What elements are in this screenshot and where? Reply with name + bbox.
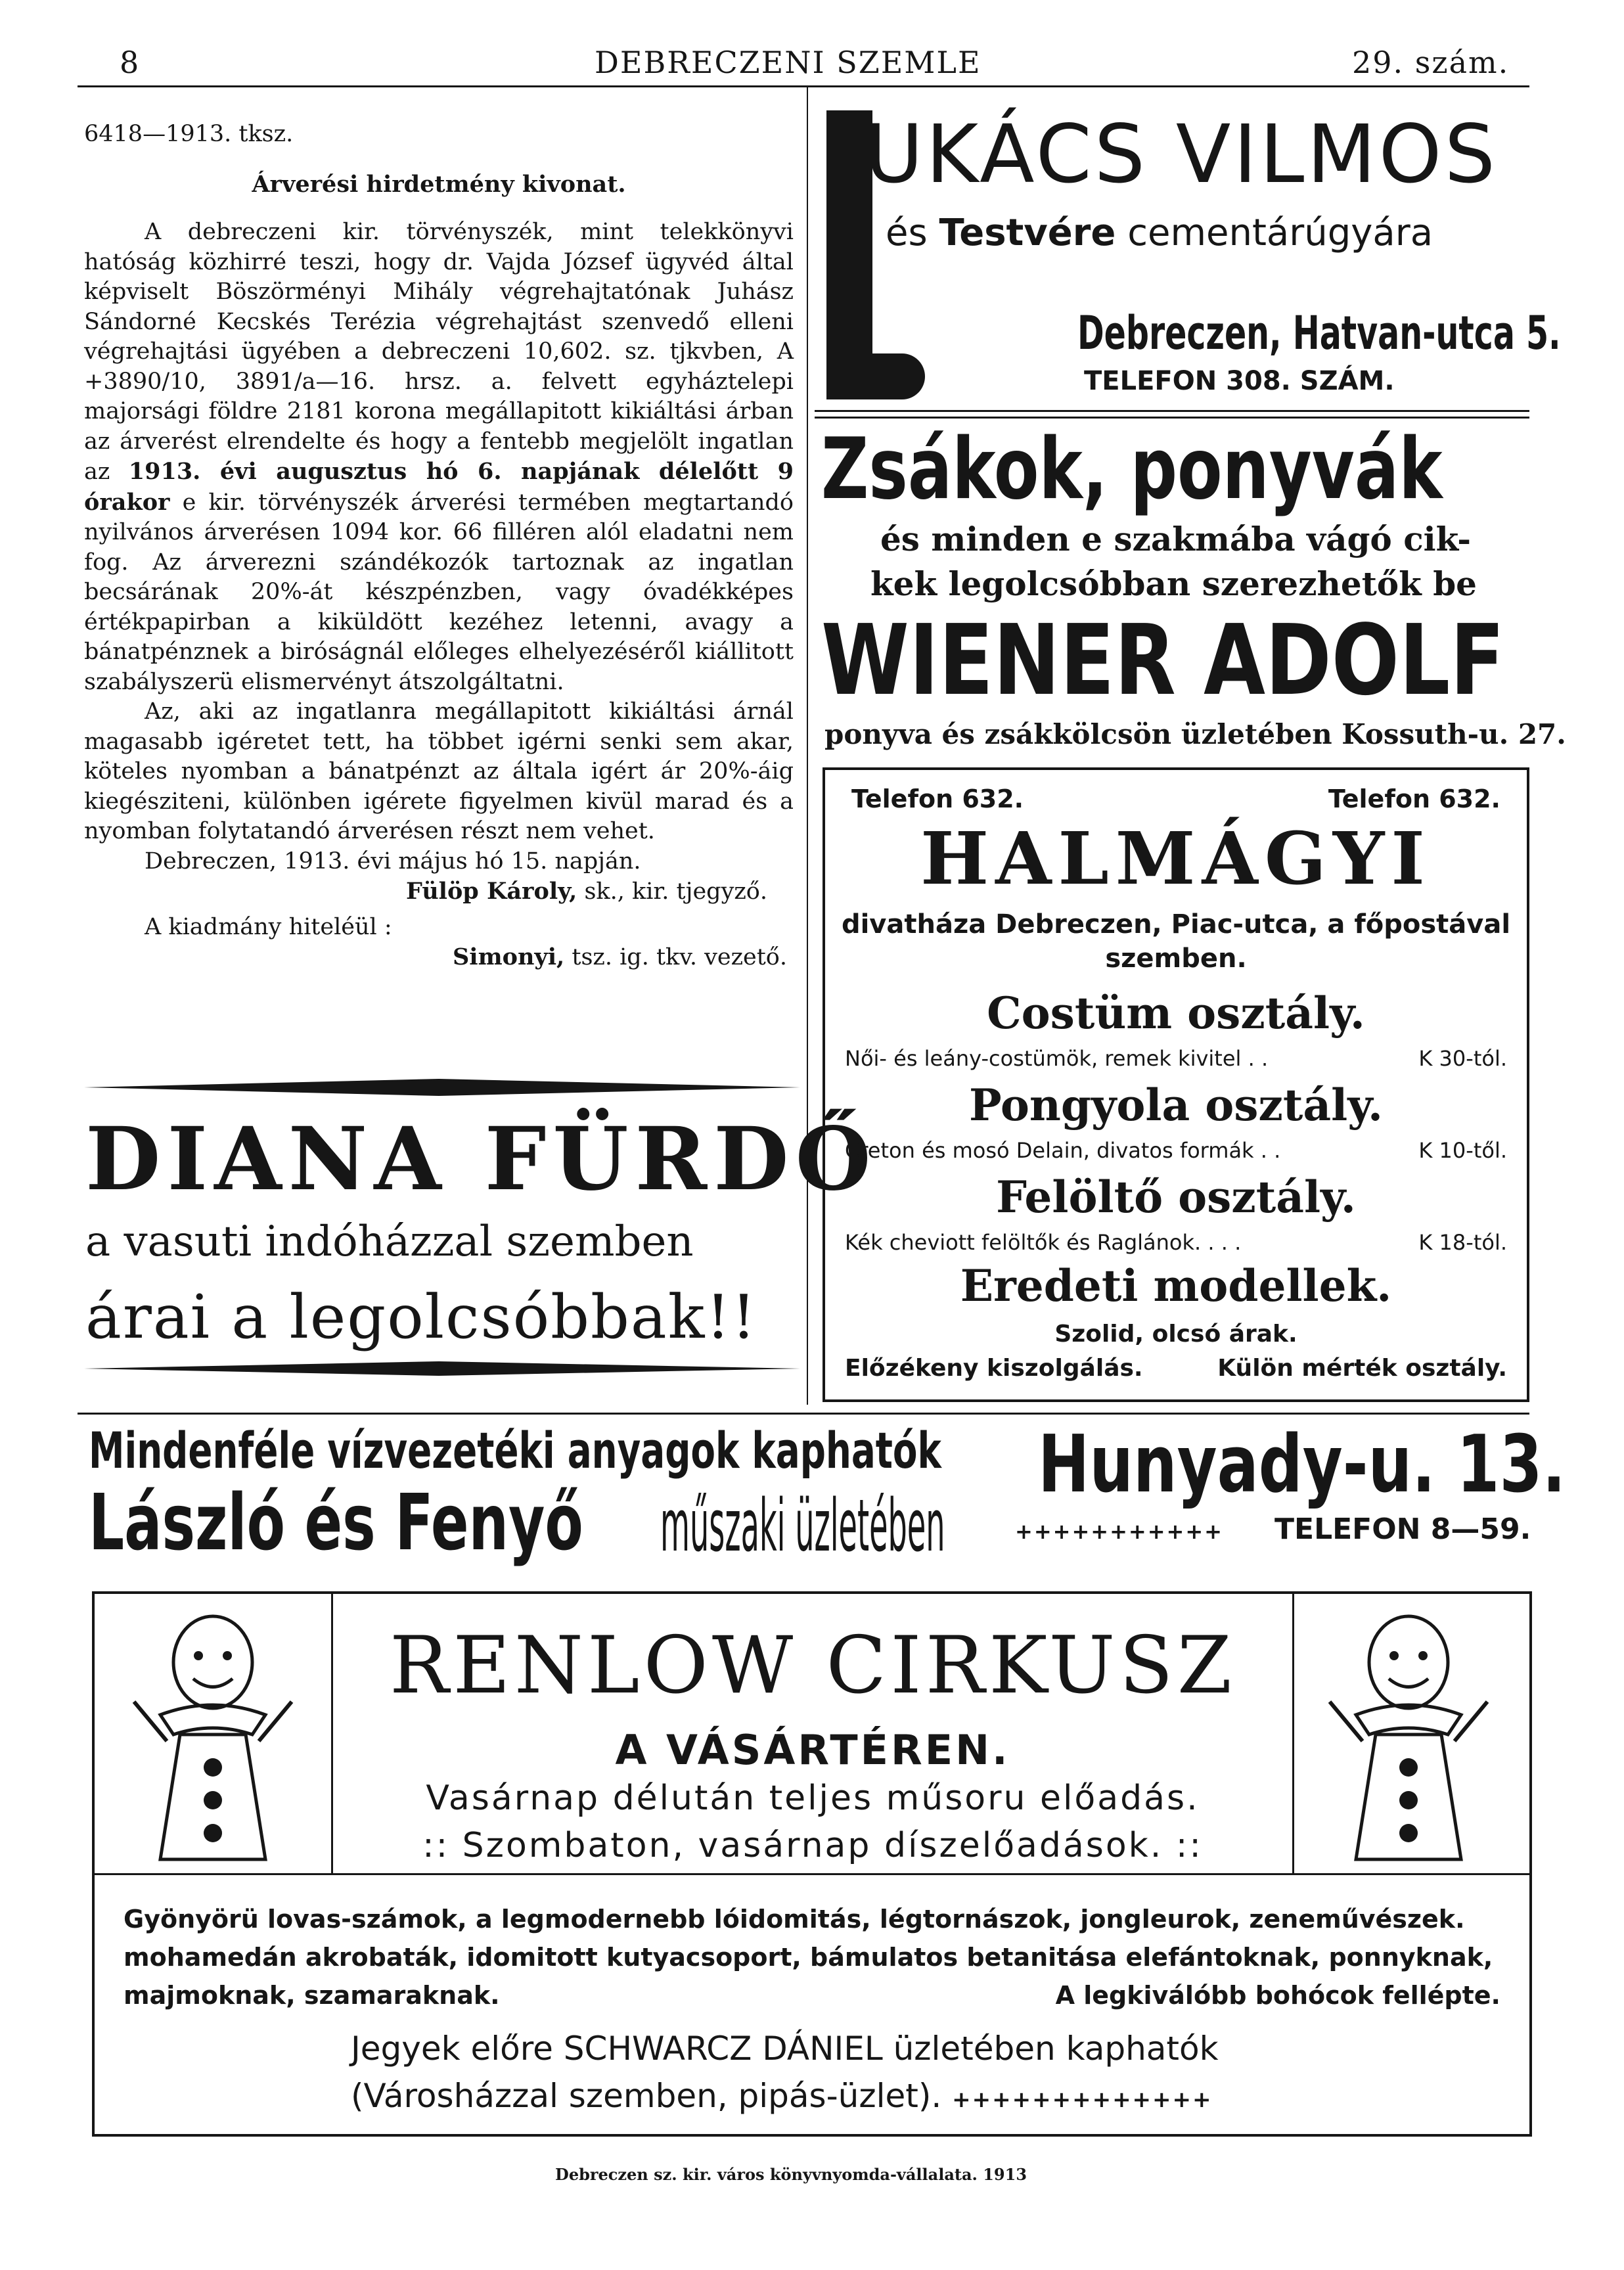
lukacs-phone: TELEFON 308. SZÁM. bbox=[1084, 366, 1395, 396]
lukacs-factory: és Testvére cementárúgyára bbox=[886, 212, 1433, 254]
section-title-feloltot: Felöltő osztály. bbox=[996, 1171, 1356, 1223]
circus-subtitle: A VÁSÁRTÉREN. bbox=[615, 1726, 1010, 1774]
diana-top-ornament bbox=[84, 1078, 800, 1097]
notice-title: Árverési hirdetmény kivonat. bbox=[252, 170, 626, 198]
circus-body-2: mohamedán akrobaták, idomitott kutyacsoport, bámulatos betanitása elefántoknak, ponnyknak, bbox=[124, 1943, 1493, 1972]
circus-right-divider bbox=[1292, 1594, 1294, 1873]
laszlo-phone: TELEFON 8—59. bbox=[1274, 1512, 1531, 1546]
section-title-costum: Costüm osztály. bbox=[987, 987, 1365, 1039]
circus-tickets-2: (Városházzal szemben, pipás-üzlet). +++++++++++++ bbox=[351, 2077, 1213, 2115]
halmagyi-sub-1: divatháza Debreczen, Piac-utca, a főpostával bbox=[841, 909, 1511, 940]
printer-footer: Debreczen sz. kir. város könyvnyomda-vállalata. 1913 bbox=[555, 2165, 1027, 2184]
wiener-footer: ponyva és zsákkölcsön üzletében Kossuth-u. 27. bbox=[824, 718, 1566, 750]
halmagyi-szolid: Szolid, olcsó árak. bbox=[1054, 1321, 1297, 1348]
clown-left-icon bbox=[121, 1603, 305, 1866]
journal-title: DEBRECZENI SZEMLE bbox=[595, 45, 981, 80]
halmagyi-phones: Telefon 632. Telefon 632. bbox=[851, 784, 1500, 813]
laszlo-shop: műszaki üzletében bbox=[660, 1484, 945, 1568]
issue-number: 29. szám. bbox=[1352, 45, 1510, 80]
halmagyi-eredeti: Eredeti modellek. bbox=[960, 1260, 1392, 1311]
diana-title: DIANA FÜRDŐ bbox=[85, 1108, 878, 1210]
lukacs-address: Debreczen, Hatvan-utca 5. bbox=[1077, 306, 1561, 360]
notice-paragraph-1: A debreczeni kir. törvényszék, mint telekkönyvi hatóság közhirré teszi, hogy dr. Vajda József ügyvéd által képviselt Böszörményi Mihály végrehajtatónak Juhász Sándorné Kecskés Terézia végrehajtást szenvedő elleni végrehajtási ügyében a debreczeni 10,602. sz. tjkvben, A +3890/10, 3891/a—16. hrsz. a. felvett egyháztelepi majorsági földre 2181 korona megállapitott kikiáltási árban az árverést elrendelte és hogy a fentebb megjelölt ingatlan az 1913. évi augusztus hó 6. napjának délelőtt 9 órakor e kir. törvényszék árverési termében megtartandó nyilvános árverésen 1094 kor. 66 filléren alól eladatni nem fog. Az árverezni szándékozók tartoznak az ingatlan becsárának 20%-át készpénzben, vagy óvadékképes értékpapirban a kiküldött kezéhez letenni, avagy a bánatpénznek a biróságnál előleges elhelyezéséről kiállitott szabályszerü elismervényt átszolgáltatni. bbox=[84, 219, 794, 695]
diana-line-1: a vasuti indóházzal szemben bbox=[85, 1217, 694, 1266]
case-reference: 6418—1913. tksz. bbox=[84, 121, 294, 147]
notice-date: Debreczen, 1913. évi május hó 15. napján. bbox=[145, 848, 641, 874]
circus-ad bbox=[92, 1591, 1532, 2137]
signer-1: Fülöp Károly, sk., kir. tjegyző. bbox=[405, 878, 767, 905]
circus-body-1: Gyönyörü lovas-számok, a legmodernebb lóidomitás, légtornászok, jongleurok, zeneművészek. bbox=[124, 1905, 1465, 1934]
laszlo-name: László és Fenyő bbox=[89, 1477, 583, 1568]
wiener-line-2: kek legolcsóbban szerezhetők be bbox=[870, 564, 1477, 603]
halmagyi-name: HALMÁGYI bbox=[920, 816, 1432, 901]
circus-body-3: majmoknak, szamaraknak. A legkiválóbb bohócok fellépte. bbox=[124, 1981, 1500, 2010]
laszlo-address: Hunyady-u. 13. bbox=[1038, 1419, 1566, 1510]
circus-line-1: Vasárnap délután teljes műsoru előadás. bbox=[426, 1779, 1200, 1818]
section-title-pongyola: Pongyola osztály. bbox=[969, 1079, 1383, 1131]
wiener-line-1: és minden e szakmába vágó cik- bbox=[880, 520, 1471, 558]
rule-lukacs bbox=[815, 410, 1529, 412]
diana-bottom-ornament bbox=[84, 1360, 800, 1377]
circus-inner-rule bbox=[95, 1873, 1529, 1875]
kiadmany-label: A kiadmány hiteléül : bbox=[145, 913, 392, 940]
diana-line-2: árai a legolcsóbbak!! bbox=[85, 1282, 757, 1352]
laszlo-line-1: Mindenféle vízvezetéki anyagok kaphatók bbox=[89, 1421, 941, 1480]
circus-tickets-1: Jegyek előre SCHWARCZ DÁNIEL üzletében kaphatók bbox=[351, 2030, 1219, 2068]
wiener-headline: Zsákok, ponyvák bbox=[821, 420, 1443, 518]
halmagyi-sub-2: szemben. bbox=[1105, 943, 1247, 974]
circus-line-2: :: Szombaton, vasárnap díszelőadások. :: bbox=[422, 1826, 1203, 1865]
halmagyi-ad bbox=[823, 767, 1529, 1402]
notice-paragraph-2: Az, aki az ingatlanra megállapitott kikiáltási árnál magasabb igéretet tett, ha többet igérni senki sem akar, köteles nyomban a bánatpénzt az általa igért ár 20%-áig kiegésziteni, különben igérete figyelmen kivül marad és a nyomban folytatandó árverésen részt nem vehet. bbox=[84, 698, 794, 844]
rule-lukacs-2 bbox=[815, 417, 1529, 419]
signer-2: Simonyi, tsz. ig. tkv. vezető. bbox=[453, 943, 787, 970]
wiener-name: WIENER ADOLF bbox=[821, 604, 1505, 717]
lukacs-name: UKÁCS VILMOS bbox=[865, 108, 1499, 201]
section-row-costum: Női- és leány-costümök, remek kivitel . . K 30-tól. bbox=[845, 1046, 1507, 1071]
header-rule bbox=[78, 85, 1529, 87]
circus-title: RENLOW CIRKUSZ bbox=[389, 1620, 1236, 1712]
rule-laszlo-top bbox=[78, 1413, 1529, 1415]
section-row-feloltot: Kék cheviott felöltők és Raglánok. . . . K 18-tól. bbox=[845, 1230, 1507, 1255]
page-number: 8 bbox=[120, 45, 141, 80]
section-row-pongyola: Creton és mosó Delain, divatos formák . . K 10-től. bbox=[845, 1138, 1507, 1163]
auction-date: 1913. évi augusztus hó 6. napjának délelőtt 9 órakor bbox=[84, 458, 794, 516]
auction-notice bbox=[84, 120, 794, 973]
laszlo-crosses: +++++++++++ bbox=[1015, 1519, 1223, 1544]
clown-right-icon bbox=[1317, 1603, 1500, 1866]
halmagyi-footer: Előzékeny kiszolgálás. Külön mérték osztály. bbox=[845, 1355, 1507, 1382]
